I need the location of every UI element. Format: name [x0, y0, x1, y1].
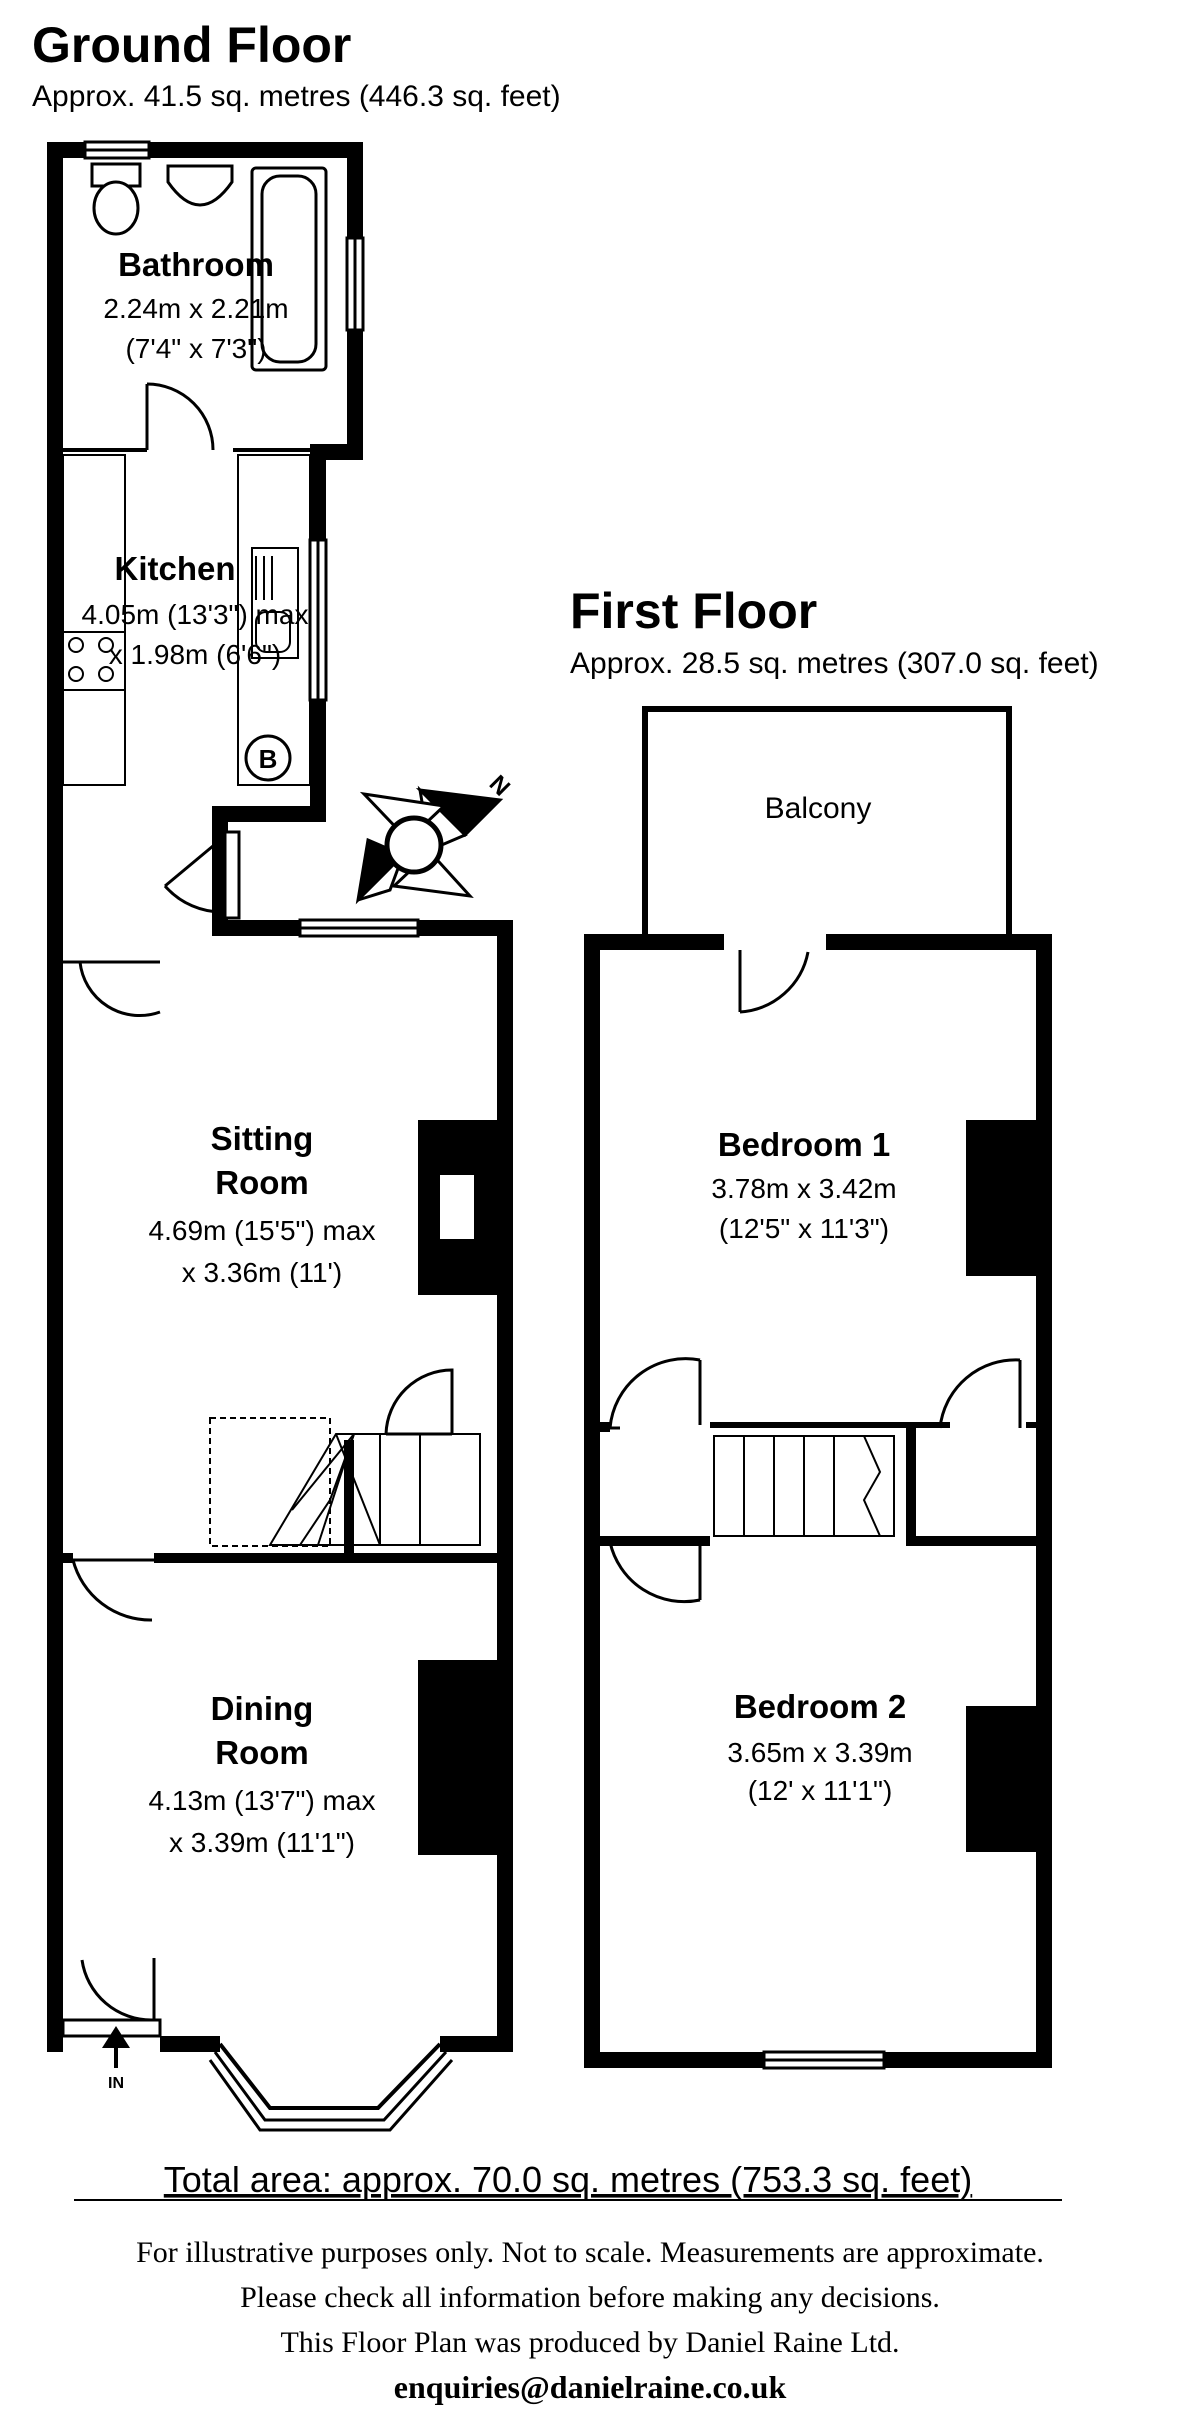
- kitchen-dims: 4.05m (13'3") max: [81, 599, 309, 630]
- dining-room-dims: 4.13m (13'7") max: [148, 1785, 376, 1816]
- disclaimer-line-2: Please check all information before making any decisions.: [240, 2281, 940, 2314]
- compass-icon: [358, 790, 500, 900]
- bedroom1-name: Bedroom 1: [717, 1126, 891, 1163]
- ground-floor-title: Ground Floor: [32, 17, 352, 73]
- bathroom-dims: 2.24m x 2.21m: [103, 293, 289, 324]
- balcony-name: Balcony: [764, 792, 872, 825]
- kitchen-back-door: [165, 832, 239, 918]
- kitchen-dims2: x 1.98m (6'6"): [108, 639, 282, 670]
- dining-room-dims2: x 3.39m (11'1"): [169, 1827, 355, 1858]
- first-floor-walls: [584, 706, 1052, 2068]
- bathroom-imperial: (7'4" x 7'3"): [125, 333, 267, 364]
- ground-floor-area: Approx. 41.5 sq. metres (446.3 sq. feet): [32, 80, 561, 113]
- bedroom1-imperial: (12'5" x 11'3"): [718, 1213, 890, 1244]
- first-floor-area: Approx. 28.5 sq. metres (307.0 sq. feet): [570, 647, 1099, 680]
- bathroom-door: [147, 384, 213, 450]
- bedroom2-name: Bedroom 2: [733, 1688, 907, 1725]
- bedroom2-dims: 3.65m x 3.39m: [727, 1737, 913, 1768]
- sitting-room-name-1: Sitting: [210, 1120, 314, 1157]
- bathroom-name: Bathroom: [118, 246, 274, 283]
- total-area: Total area: approx. 70.0 sq. metres (753.3 sq. feet): [163, 2159, 973, 2200]
- kitchen-name: Kitchen: [114, 550, 236, 587]
- sitting-room-name-2: Room: [215, 1164, 309, 1201]
- bedroom1-dims: 3.78m x 3.42m: [711, 1173, 897, 1204]
- dining-room-name-2: Room: [215, 1734, 309, 1771]
- sitting-room-dims2: x 3.36m (11'): [181, 1257, 343, 1288]
- compass-north-label: N: [483, 770, 516, 802]
- first-floor-fixtures: [610, 950, 1020, 2068]
- dining-room-name-1: Dining: [210, 1690, 314, 1727]
- disclaimer-line-1: For illustrative purposes only. Not to scale. Measurements are approximate.: [136, 2236, 1044, 2269]
- boiler-label: B: [258, 744, 278, 774]
- disclaimer-line-3: This Floor Plan was produced by Daniel Raine Ltd.: [280, 2326, 900, 2359]
- fireplace-sitting-room: [437, 1172, 477, 1242]
- sitting-room-fixtures: [63, 920, 480, 2130]
- bedroom2-imperial: (12' x 11'1"): [747, 1775, 893, 1806]
- entrance-label: IN: [108, 2075, 124, 2092]
- sitting-room-dims: 4.69m (15'5") max: [148, 1215, 376, 1246]
- contact-email[interactable]: enquiries@danielraine.co.uk: [393, 2369, 787, 2405]
- first-floor-title: First Floor: [570, 583, 818, 639]
